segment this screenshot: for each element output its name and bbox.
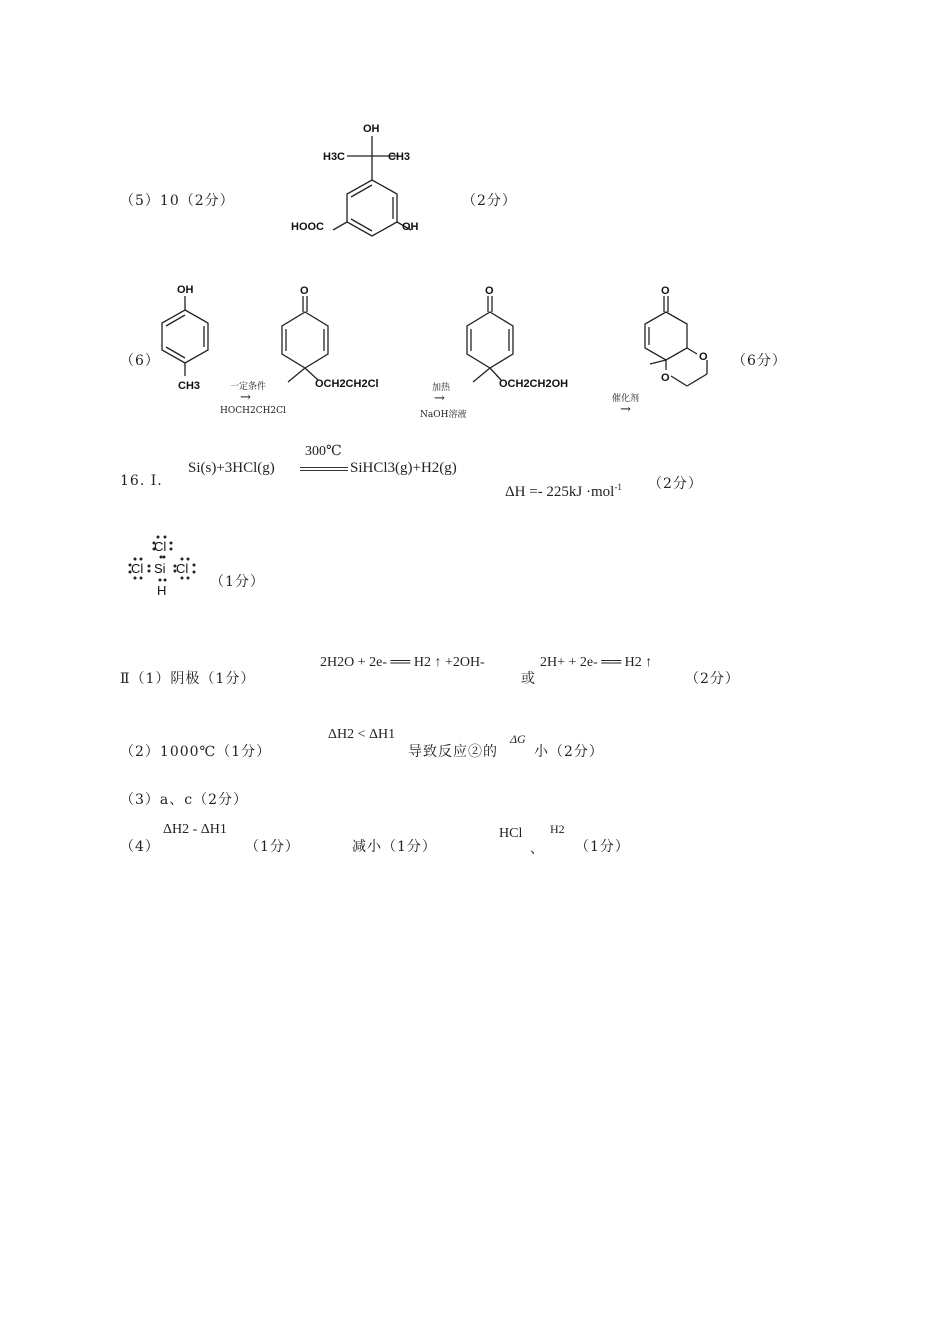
q16-cl-left: Cl — [131, 561, 144, 576]
q6-s4-o: O — [661, 285, 670, 297]
q6-s2-structure — [270, 282, 400, 392]
q6-s1-structure — [150, 280, 220, 400]
q2-1-or: 或 — [521, 671, 536, 687]
q2-4-sep: 、 — [530, 841, 545, 857]
q6-s4-o2: O — [661, 372, 670, 384]
q5-hooc: HOOC — [291, 221, 324, 233]
q16-label: 16. Ⅰ. — [120, 473, 163, 489]
q2-1-score: （2分） — [685, 671, 740, 687]
q16-score: （2分） — [648, 476, 703, 492]
q2-2-ineq: ΔH2 < ΔH1 — [328, 727, 396, 742]
q16-eq-right: SiHCl3(g)+H2(g) — [350, 460, 457, 476]
q2-2-dg: ΔG — [510, 732, 526, 746]
q5-label: （5）10（2分） — [120, 193, 235, 209]
q6-arrow1-bottom: HOCH2CH2Cl — [220, 406, 286, 416]
q6-arrow2-bottom: NaOH溶液 — [420, 410, 467, 420]
q16-dh-sup: -1 — [614, 482, 622, 492]
q6-s1-oh: OH — [177, 284, 194, 296]
q6-s1-ch3: CH3 — [178, 380, 201, 392]
q16-dh-text: ΔH =- 225kJ ·mol — [505, 484, 615, 500]
q5-oh-top: OH — [363, 123, 380, 135]
q6-s2-o: O — [300, 285, 309, 297]
q16-cl-top: Cl — [154, 539, 167, 554]
q6-arrow2-top: 加热 — [432, 383, 451, 393]
q2-4-score1: （1分） — [245, 839, 300, 855]
q6-arrow1: → — [240, 390, 251, 405]
q6-s3-o: O — [485, 285, 494, 297]
q6-s2-sub: OCH2CH2Cl — [315, 378, 379, 390]
q2-1-eq1: 2H2O + 2e- ══ H2 ↑ +2OH- — [320, 655, 485, 670]
q2-1-eq2: 2H+ + 2e- ══ H2 ↑ — [540, 655, 653, 670]
q16-si: Si — [154, 561, 166, 576]
q16-h: H — [157, 583, 167, 598]
q16-condition: 300℃ — [305, 444, 342, 459]
q6-arrow3-top: 催化剂 — [612, 394, 640, 404]
q6-label: （6） — [120, 353, 160, 369]
q6-arrow3: → — [620, 402, 631, 417]
q6-arrow2: → — [434, 391, 445, 406]
q2-4-decrease: 减小（1分） — [352, 839, 437, 855]
q5-h3c: H3C — [323, 151, 346, 163]
q2-4-hcl: HCl — [499, 826, 523, 841]
q6-score: （6分） — [732, 353, 787, 369]
q2-2-label: （2）1000℃（1分） — [120, 744, 272, 760]
q5-oh-ring: OH — [402, 221, 419, 233]
q16-cl-right: Cl — [176, 561, 189, 576]
q2-4-expr: ΔH2 - ΔH1 — [163, 822, 227, 837]
q2-2-text: 导致反应②的 — [408, 744, 498, 760]
q6-s3-structure — [455, 282, 590, 392]
q2-4-score2: （1分） — [575, 839, 630, 855]
q16-electron-structure — [125, 534, 200, 600]
q16-eq-left: Si(s)+3HCl(g) — [188, 460, 275, 476]
q2-2-tail: 小（2分） — [534, 744, 604, 760]
q16-electron-score: （1分） — [210, 574, 265, 590]
q16-eq-bar-bottom — [300, 470, 348, 471]
q5-score: （2分） — [462, 193, 517, 209]
q2-4-label: （4） — [120, 839, 160, 855]
q6-s4-o1: O — [699, 351, 708, 363]
q6-s3-sub: OCH2CH2OH — [499, 378, 569, 390]
q16-dh — [505, 482, 622, 501]
q5-structure — [285, 118, 435, 238]
q2-3-label: （3）a、c（2分） — [120, 792, 249, 808]
q16-eq-bar-top — [300, 467, 348, 468]
q6-s4-structure — [635, 282, 725, 392]
q5-ch3: CH3 — [388, 151, 411, 163]
q6-arrow1-top: 一定条件 — [230, 382, 267, 392]
q2-4-h2: H2 — [550, 822, 565, 836]
q2-1-label: Ⅱ（1）阴极（1分） — [120, 671, 256, 687]
